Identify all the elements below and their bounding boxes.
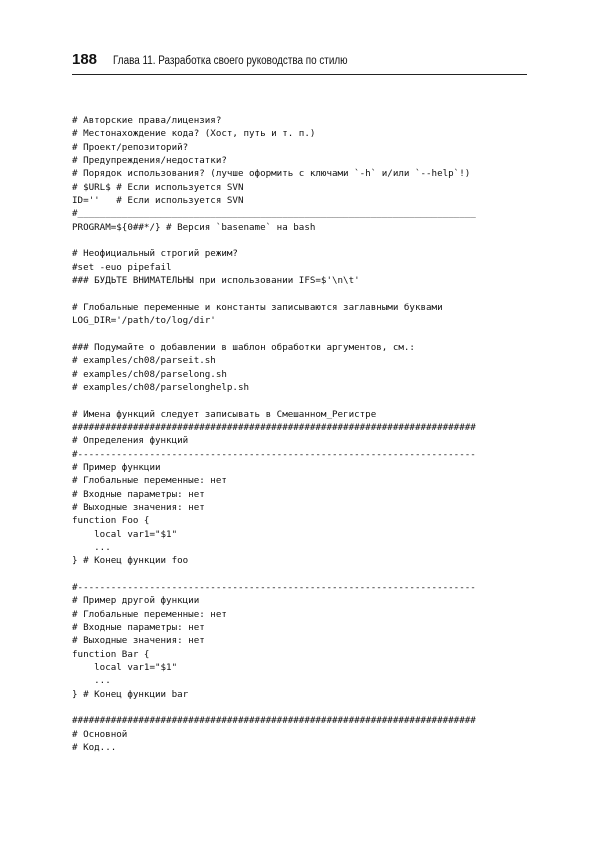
code-line: LOG_DIR='/path/to/log/dir' [72,315,216,327]
code-line: PROGRAM=${0##*/} # Версия `basename` на bash [72,221,316,233]
code-line [72,394,528,407]
code-line: ######################################################################### [72,421,476,433]
code-line: #set -euo pipefail [72,261,172,273]
code-line: # Входные параметры: нет [72,622,205,634]
code-line [72,701,528,714]
code-line [72,287,528,300]
code-line: # Глобальные переменные и константы записываются заглавными буквами [72,301,443,313]
code-line: # Имена функций следует записывать в Смешанном_Регистре [72,408,377,420]
code-line: # Выходные значения: нет [72,635,205,647]
code-line: ID='' # Если используется SVN [72,195,244,207]
code-line: # Определения функций [72,435,189,447]
code-line: #------------------------------------------------------------------------ [72,582,476,594]
code-line [72,568,528,581]
code-line: # Глобальные переменные: нет [72,475,227,487]
code-line: ... [72,542,111,553]
code-line: # Предупреждения/недостатки? [72,155,227,167]
code-line: # examples/ch08/parseit.sh [72,355,216,367]
code-line: # Входные параметры: нет [72,488,205,500]
code-line: # Проект/репозиторий? [72,141,189,153]
code-line: } # Конец функции bar [72,688,189,700]
running-header [72,52,527,75]
code-line: local var1="$1" [72,662,178,674]
code-line [72,234,528,247]
code-line: ### Подумайте о добавлении в шаблон обработки аргументов, см.: [72,341,415,353]
code-line: # Глобальные переменные: нет [72,608,227,620]
code-listing [72,114,528,755]
chapter-title: Глава 11. Разработка своего руководства по стилю [113,55,348,67]
code-line [72,328,528,341]
code-line: ... [72,675,111,687]
code-line: ### БУДЬТЕ ВНИМАТЕЛЬНЫ при использовании IFS=$'\n\t' [72,275,360,287]
code-line: local var1="$1" [72,528,178,540]
code-line: } # Конец функции foo [72,555,189,567]
code-line: # Основной [72,728,128,740]
code-line: #------------------------------------------------------------------------ [72,448,476,460]
code-line: # Код... [72,742,117,754]
code-line: # Порядок использования? (лучше оформить с ключами `-h` и/или `--help`!) [72,168,471,180]
code-line: # Авторские права/лицензия? [72,115,222,126]
code-line: function Foo { [72,515,150,527]
code-line: function Bar { [72,648,150,660]
code-line: #________________________________________________________________________ [72,208,476,220]
code-line: # Выходные значения: нет [72,501,205,513]
code-line: # Местонахождение кода? (Хост, путь и т. п.) [72,128,316,140]
code-line: # Пример другой функции [72,595,200,607]
code-line: # Пример функции [72,461,161,473]
code-line: ######################################################################### [72,715,476,727]
code-line: # examples/ch08/parselonghelp.sh [72,381,250,393]
page-number: 188 [72,51,98,68]
code-line: # $URL$ # Если используется SVN [72,181,244,193]
code-line: # examples/ch08/parselong.sh [72,368,227,380]
code-line: # Неофициальный строгий режим? [72,248,238,260]
